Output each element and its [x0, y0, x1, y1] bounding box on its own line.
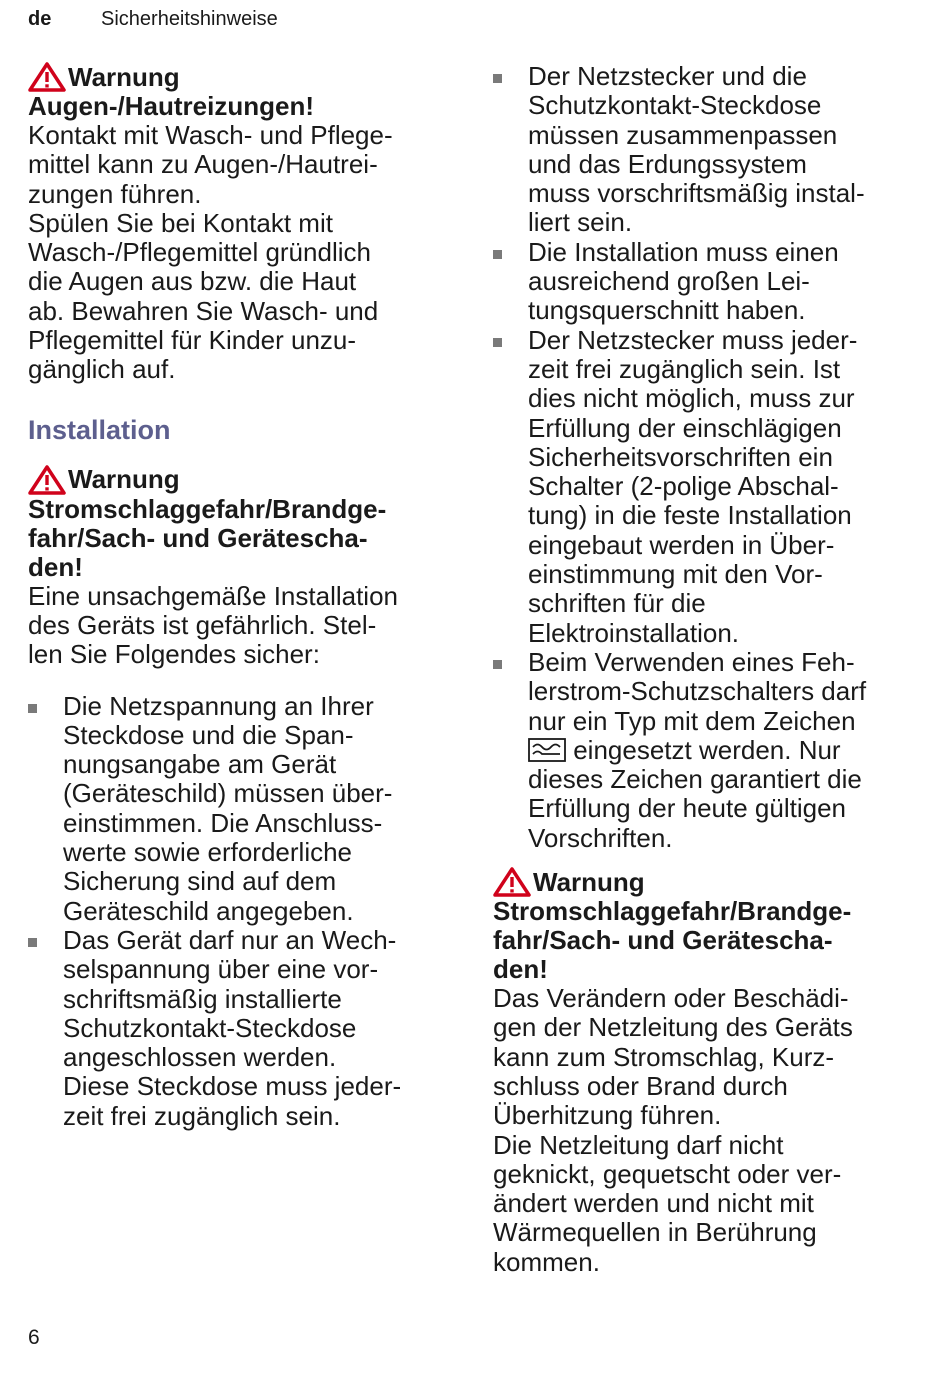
left-column — [28, 62, 460, 1131]
warning-triangle-icon — [28, 465, 66, 495]
list-item-text: Der Netzstecker muss jeder- zeit frei zugänglich sein. Ist dies nicht möglich, muss zur Erfüllung der einschlägigen Sicherheitsvorschriften ein Schalter (2-polige Abschal- tung) in die feste Installation eingebaut werden in Über- einstimmung mit den Vor- schriften für die Elektroinstallation. — [528, 324, 858, 648]
list-item — [493, 238, 923, 326]
warning-subtitle: Stromschlaggefahr/Brandge- fahr/Sach- und Geräteschа- den! — [28, 493, 387, 582]
warning-installation — [28, 465, 460, 670]
list-item — [493, 62, 923, 238]
rcd-type-symbol-icon — [528, 738, 566, 762]
bullet-square-icon — [493, 338, 502, 347]
list-item-text: Beim Verwenden eines Feh- lerstrom-Schutzschalters darf nur ein Typ mit dem Zeichen — [528, 646, 867, 736]
list-item-text: eingesetzt werden. Nur dieses Zeichen garantiert die Erfüllung der heute gültigen Vorschriften. — [528, 734, 862, 853]
bullet-square-icon — [493, 74, 502, 83]
warning-subtitle: Stromschlaggefahr/Brandge- fahr/Sach- und Geräteschа- den! — [493, 896, 852, 985]
list-item — [493, 326, 923, 648]
list-item-text: Das Gerät darf nur an Wech- selspannung über eine vor- schriftsmäßig installierte Schutzkontakt-Steckdose angeschlossen werden. Diese Steckdose muss jeder- zeit frei zugänglich sein. — [63, 924, 402, 1131]
list-item-text: Die Netzspannung an Ihrer Steckdose und die Span- nungsangabe am Gerät (Geräteschild) müssen über- einstimmen. Die Anschluss- werte sowie erforderliche Sicherung sind auf dem Geräteschild angegeben. — [63, 690, 393, 926]
warning-paragraph: Spülen Sie bei Kontakt mit Wasch-/Pflegemittel gründlich die Augen aus bzw. die Haut ab. Bewahren Sie Wasch- und Pflegemittel für Kinder unzu- gänglich auf. — [28, 207, 379, 385]
bullet-square-icon — [493, 660, 502, 669]
warning-cable — [493, 867, 923, 1277]
section-title-installation: Installation — [28, 414, 171, 445]
bullet-square-icon — [493, 250, 502, 259]
page-number: 6 — [28, 1326, 40, 1349]
warning-paragraph: Kontakt mit Wasch- und Pflege- mittel kann zu Augen-/Hautrei- zungen führen. — [28, 120, 393, 209]
warning-title: Warnung — [533, 866, 645, 897]
bullet-square-icon — [28, 704, 37, 713]
list-item-text: Der Netzstecker und die Schutzkontakt-Steckdose müssen zusammenpassen und das Erdungssystem muss vorschriftsmäßig instal- liert sein. — [528, 61, 865, 238]
warning-title: Warnung — [68, 464, 180, 495]
installation-list-right — [493, 62, 923, 853]
warning-paragraph: Die Netzleitung darf nicht geknickt, gequetscht oder ver- ändert werden und nicht mit Wärmequellen in Berührung kommen. — [493, 1129, 842, 1277]
warning-paragraph: Das Verändern oder Beschädi- gen der Netzleitung des Geräts kann zum Stromschlag, Kurz- schluss oder Brand durch Überhitzung führen. — [493, 983, 853, 1131]
section-name: Sicherheitshinweise — [101, 8, 278, 30]
list-item — [28, 926, 460, 1131]
warning-triangle-icon — [28, 62, 66, 92]
page-header — [28, 8, 278, 31]
list-item-text: Die Installation muss einen ausreichend großen Lei- tungsquerschnitt haben. — [528, 236, 839, 326]
list-item — [28, 692, 460, 926]
installation-list-left — [28, 692, 460, 1131]
language-code: de — [28, 8, 52, 30]
warning-eyes — [28, 62, 460, 385]
warning-triangle-icon — [493, 867, 531, 897]
right-column — [493, 62, 923, 1277]
list-item — [493, 648, 923, 853]
bullet-square-icon — [28, 938, 37, 947]
warning-paragraph: Eine unsachgemäße Installation des Geräts ist gefährlich. Stel- len Sie Folgendes sicher: — [28, 580, 399, 670]
warning-title: Warnung — [68, 61, 180, 92]
warning-subtitle: Augen-/Hautreizungen! — [28, 91, 314, 121]
